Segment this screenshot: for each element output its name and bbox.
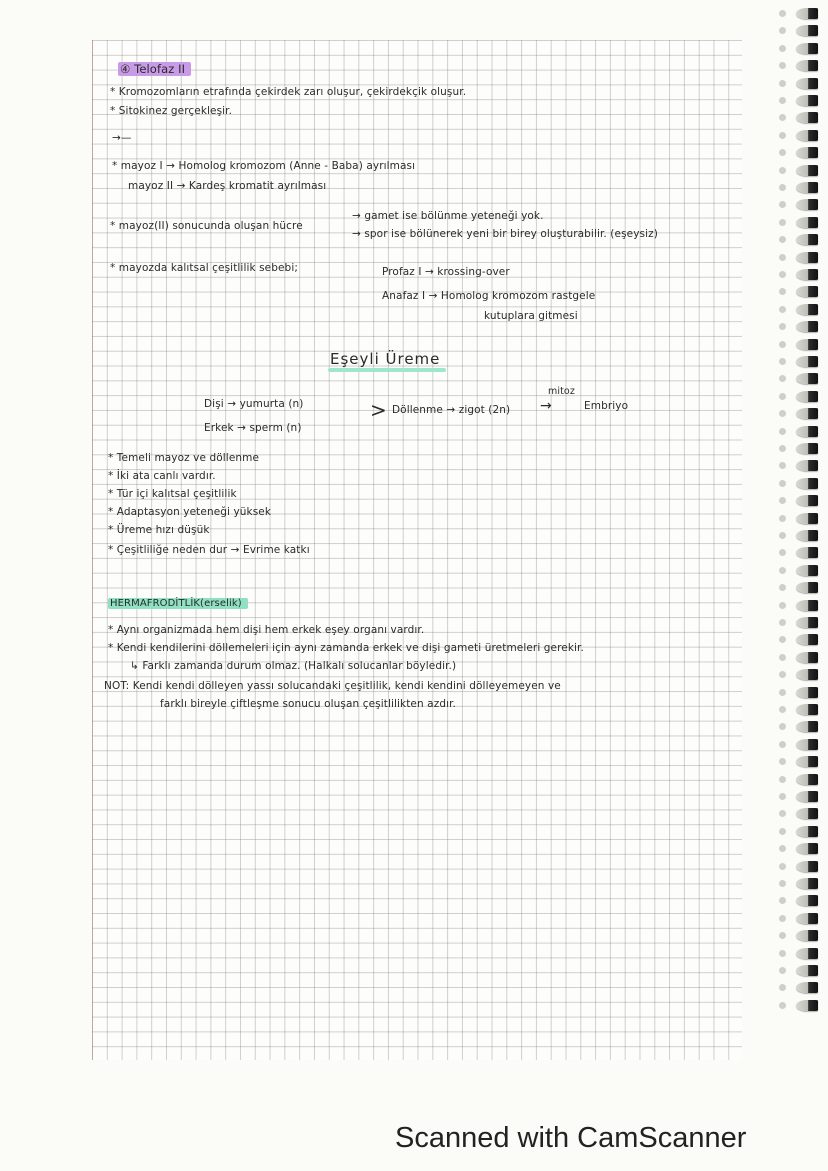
spiral-ring (796, 391, 818, 402)
hermaphrodite-note-1: NOT: Kendi kendi dölleyen yassı solucandaki çeşitlilik, kendi kendini dölleyemeyen ve (104, 680, 561, 692)
spiral-ring (796, 460, 818, 471)
spiral-ring (796, 565, 818, 576)
mitoz-arrow: → (540, 398, 552, 414)
hermaphrodite-title: HERMAFRODİTLİK(erselik) (108, 598, 248, 609)
punch-hole (779, 393, 786, 400)
spiral-ring (796, 634, 818, 645)
spiral-ring (796, 687, 818, 698)
spiral-ring (796, 112, 818, 123)
spiral-ring (796, 147, 818, 158)
spiral-ring (796, 269, 818, 280)
punch-hole (779, 1002, 786, 1009)
spiral-ring (796, 669, 818, 680)
spiral-ring (796, 25, 818, 36)
spiral-ring (796, 60, 818, 71)
spiral-ring (796, 78, 818, 89)
spiral-ring (796, 704, 818, 715)
spiral-ring (796, 356, 818, 367)
punch-hole (779, 932, 786, 939)
embryo-label: Embriyo (584, 400, 629, 412)
punch-hole (779, 950, 786, 957)
spiral-ring (796, 791, 818, 802)
spiral-ring (796, 95, 818, 106)
punch-hole (779, 758, 786, 765)
spiral-ring (796, 495, 818, 506)
punch-hole (779, 306, 786, 313)
punch-hole (779, 706, 786, 713)
spiral-ring (796, 1000, 818, 1011)
hermaphrodite-line-2: * Kendi kendilerini döllemeleri için aynı zamanda erkek ve dişi gameti üretmeleri gerekir. (108, 642, 584, 654)
punch-hole (779, 636, 786, 643)
variation-cause-2: Anafaz I → Homolog kromozom rastgele (382, 290, 596, 302)
punch-hole (779, 323, 786, 330)
punch-hole (779, 549, 786, 556)
punch-hole (779, 897, 786, 904)
spiral-ring (796, 443, 818, 454)
spiral-ring (796, 652, 818, 663)
spiral-ring (796, 982, 818, 993)
sexual-point-2: * İki ata canlı vardır. (108, 470, 216, 482)
mayoz-1-line: * mayoz I → Homolog kromozom (Anne - Baba) ayrılması (112, 160, 416, 172)
spiral-ring (796, 513, 818, 524)
spiral-ring (796, 582, 818, 593)
punch-hole (779, 236, 786, 243)
spiral-ring (796, 339, 818, 350)
punch-hole (779, 984, 786, 991)
punch-hole (779, 810, 786, 817)
spiral-ring (796, 286, 818, 297)
variation-cause-2-cont: kutuplara gitmesi (484, 310, 578, 322)
punch-hole (779, 880, 786, 887)
spiral-ring (796, 478, 818, 489)
punch-hole (779, 288, 786, 295)
punch-hole (779, 654, 786, 661)
spiral-ring (796, 321, 818, 332)
punch-hole (779, 428, 786, 435)
spiral-ring (796, 252, 818, 263)
punch-hole (779, 828, 786, 835)
punch-hole (779, 271, 786, 278)
punch-hole (779, 341, 786, 348)
spiral-ring (796, 948, 818, 959)
margin-line (92, 40, 93, 1060)
hermaphrodite-line-1: * Aynı organizmada hem dişi hem erkek eşey organı vardır. (108, 624, 425, 636)
punch-hole (779, 689, 786, 696)
sexual-point-5: * Üreme hızı düşük (108, 524, 210, 536)
spiral-ring (796, 617, 818, 628)
punch-hole (779, 584, 786, 591)
punch-hole (779, 410, 786, 417)
punch-hole (779, 201, 786, 208)
spiral-ring (796, 808, 818, 819)
spiral-ring (796, 199, 818, 210)
punch-hole (779, 10, 786, 17)
punch-hole (779, 375, 786, 382)
spiral-ring (796, 843, 818, 854)
spiral-ring (796, 895, 818, 906)
female-gamete: Dişi → yumurta (n) (204, 398, 304, 410)
mayoz-result-gamet: → gamet ise bölünme yeteneği yok. (352, 210, 544, 222)
spiral-ring (796, 861, 818, 872)
hermaphrodite-line-3: ↳ Farklı zamanda durum olmaz. (Halkalı solucanlar böyledir.) (130, 660, 457, 672)
punch-hole (779, 723, 786, 730)
punch-hole (779, 97, 786, 104)
mayoz-result-label: * mayoz(II) sonucunda oluşan hücre (110, 220, 303, 232)
spiral-ring (796, 426, 818, 437)
spiral-ring (796, 182, 818, 193)
punch-hole (779, 167, 786, 174)
spiral-ring (796, 600, 818, 611)
punch-hole (779, 515, 786, 522)
sexual-point-1: * Temeli mayoz ve döllenme (108, 452, 260, 464)
punch-hole (779, 741, 786, 748)
spiral-ring (796, 217, 818, 228)
spiral-ring (796, 930, 818, 941)
spiral-ring (796, 965, 818, 976)
sexual-point-4: * Adaptasyon yeteneği yüksek (108, 506, 272, 518)
punch-hole (779, 254, 786, 261)
spiral-ring (796, 721, 818, 732)
punch-hole (779, 114, 786, 121)
punch-hole (779, 184, 786, 191)
spiral-ring (796, 756, 818, 767)
punch-hole (779, 567, 786, 574)
hermaphrodite-note-2: farklı bireyle çiftleşme sonucu oluşan çeşitlilikten azdır. (160, 698, 456, 710)
mayoz-result-spor: → spor ise bölünerek yeni bir birey oluşturabilir. (eşeysiz) (352, 228, 658, 240)
punch-hole (779, 358, 786, 365)
spiral-ring (796, 826, 818, 837)
punch-hole (779, 619, 786, 626)
punch-hole (779, 602, 786, 609)
variation-cause-1: Profaz I → krossing-over (382, 266, 510, 278)
punch-hole (779, 497, 786, 504)
punch-hole (779, 45, 786, 52)
spiral-ring (796, 234, 818, 245)
punch-hole (779, 149, 786, 156)
spiral-ring (796, 408, 818, 419)
spiral-ring (796, 530, 818, 541)
punch-hole (779, 132, 786, 139)
sexual-point-3: * Tür içi kalıtsal çeşitlilik (108, 488, 237, 500)
punch-hole (779, 62, 786, 69)
punch-hole (779, 219, 786, 226)
spiral-ring (796, 774, 818, 785)
punch-hole (779, 480, 786, 487)
mayoz-2-line: mayoz II → Kardeş kromatit ayrılması (128, 180, 327, 192)
fertilization-step: Döllenme → zigot (2n) (392, 404, 511, 416)
telofaz-line-2: * Sitokinez gerçekleşir. (110, 105, 233, 117)
spiral-ring (796, 43, 818, 54)
punch-hole (779, 445, 786, 452)
mitoz-label: mitoz (548, 386, 575, 397)
punch-hole (779, 793, 786, 800)
scanner-watermark: Scanned with CamScanner (395, 1122, 747, 1154)
title-highlight (328, 368, 446, 372)
punch-hole (779, 27, 786, 34)
spiral-ring (796, 130, 818, 141)
spiral-ring (796, 304, 818, 315)
sexual-reproduction-title: Eşeyli Üreme (330, 350, 441, 368)
sexual-point-6: * Çeşitliliğe neden dur → Evrime katkı (108, 544, 310, 556)
spiral-ring (796, 739, 818, 750)
spiral-ring (796, 878, 818, 889)
punch-hole (779, 915, 786, 922)
punch-hole (779, 462, 786, 469)
brace-mark: > (370, 398, 387, 422)
punch-hole (779, 80, 786, 87)
punch-hole (779, 532, 786, 539)
spiral-ring (796, 8, 818, 19)
telofaz-line-1: * Kromozomların etrafında çekirdek zarı oluşur, çekirdekçik oluşur. (110, 86, 467, 98)
spiral-ring (796, 913, 818, 924)
punch-hole (779, 967, 786, 974)
variation-label: * mayozda kalıtsal çeşitlilik sebebi; (110, 262, 298, 274)
spiral-ring (796, 165, 818, 176)
telofaz-title: ④ Telofaz II (118, 62, 191, 76)
punch-hole (779, 863, 786, 870)
punch-hole (779, 845, 786, 852)
spiral-binding (758, 0, 828, 1040)
spiral-ring (796, 373, 818, 384)
punch-hole (779, 776, 786, 783)
male-gamete: Erkek → sperm (n) (204, 422, 302, 434)
spiral-ring (796, 547, 818, 558)
separator: →— (112, 132, 132, 144)
punch-hole (779, 671, 786, 678)
